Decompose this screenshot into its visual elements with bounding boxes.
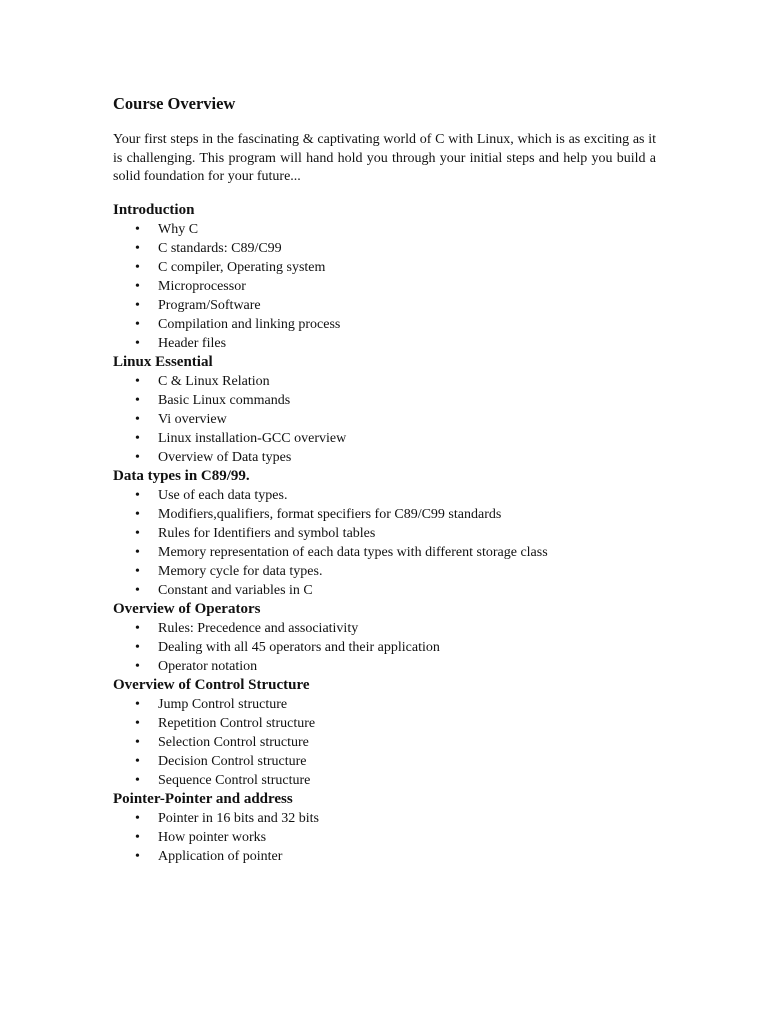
list-item: • Pointer in 16 bits and 32 bits [113, 809, 656, 828]
list-item: • C standards: C89/C99 [113, 239, 656, 258]
list-item: • Memory cycle for data types. [113, 562, 656, 581]
section-heading-linux-essential: Linux Essential [113, 353, 213, 370]
section-data-types [113, 467, 656, 600]
list-item: • Decision Control structure [113, 752, 656, 771]
pointer-list [113, 809, 656, 866]
list-item: • Microprocessor [113, 277, 656, 296]
list-item: • Sequence Control structure [113, 771, 656, 790]
operators-list [113, 619, 656, 676]
list-item: • C & Linux Relation [113, 372, 656, 391]
list-item: • Compilation and linking process [113, 315, 656, 334]
list-item: • Header files [113, 334, 656, 353]
list-item: • Memory representation of each data types with different storage class [113, 543, 656, 562]
section-introduction [113, 201, 656, 353]
section-pointer [113, 790, 656, 866]
section-heading-operators: Overview of Operators [113, 600, 261, 617]
list-item: • Program/Software [113, 296, 656, 315]
list-item: • Operator notation [113, 657, 656, 676]
list-item: • Repetition Control structure [113, 714, 656, 733]
list-item: • Constant and variables in C [113, 581, 656, 600]
intro-paragraph: Your first steps in the fascinating & captivating world of C with Linux, which is as exciting as it is challenging. This program will hand hold you through your initial steps and help you build a solid foundation for your future... [113, 132, 656, 184]
section-control-structure [113, 676, 656, 790]
section-heading-data-types: Data types in C89/99. [113, 467, 250, 484]
section-heading-pointer: Pointer-Pointer and address [113, 790, 293, 807]
list-item: • Use of each data types. [113, 486, 656, 505]
page-title: Course Overview [113, 94, 236, 113]
document-page [113, 93, 656, 866]
list-item: • Rules: Precedence and associativity [113, 619, 656, 638]
list-item: • Overview of Data types [113, 448, 656, 467]
control-structure-list [113, 695, 656, 790]
list-item: • Rules for Identifiers and symbol tables [113, 524, 656, 543]
introduction-list [113, 220, 656, 353]
list-item: • Vi overview [113, 410, 656, 429]
list-item: • C compiler, Operating system [113, 258, 656, 277]
linux-essential-list [113, 372, 656, 467]
list-item: • Modifiers,qualifiers, format specifiers for C89/C99 standards [113, 505, 656, 524]
section-operators [113, 600, 656, 676]
section-heading-introduction: Introduction [113, 201, 195, 218]
section-heading-control-structure: Overview of Control Structure [113, 676, 310, 693]
list-item: • Selection Control structure [113, 733, 656, 752]
list-item: • How pointer works [113, 828, 656, 847]
list-item: • Basic Linux commands [113, 391, 656, 410]
list-item: • Dealing with all 45 operators and their application [113, 638, 656, 657]
list-item: • Jump Control structure [113, 695, 656, 714]
data-types-list [113, 486, 656, 600]
section-linux-essential [113, 353, 656, 467]
list-item: • Application of pointer [113, 847, 656, 866]
list-item: • Linux installation-GCC overview [113, 429, 656, 448]
list-item: • Why C [113, 220, 656, 239]
